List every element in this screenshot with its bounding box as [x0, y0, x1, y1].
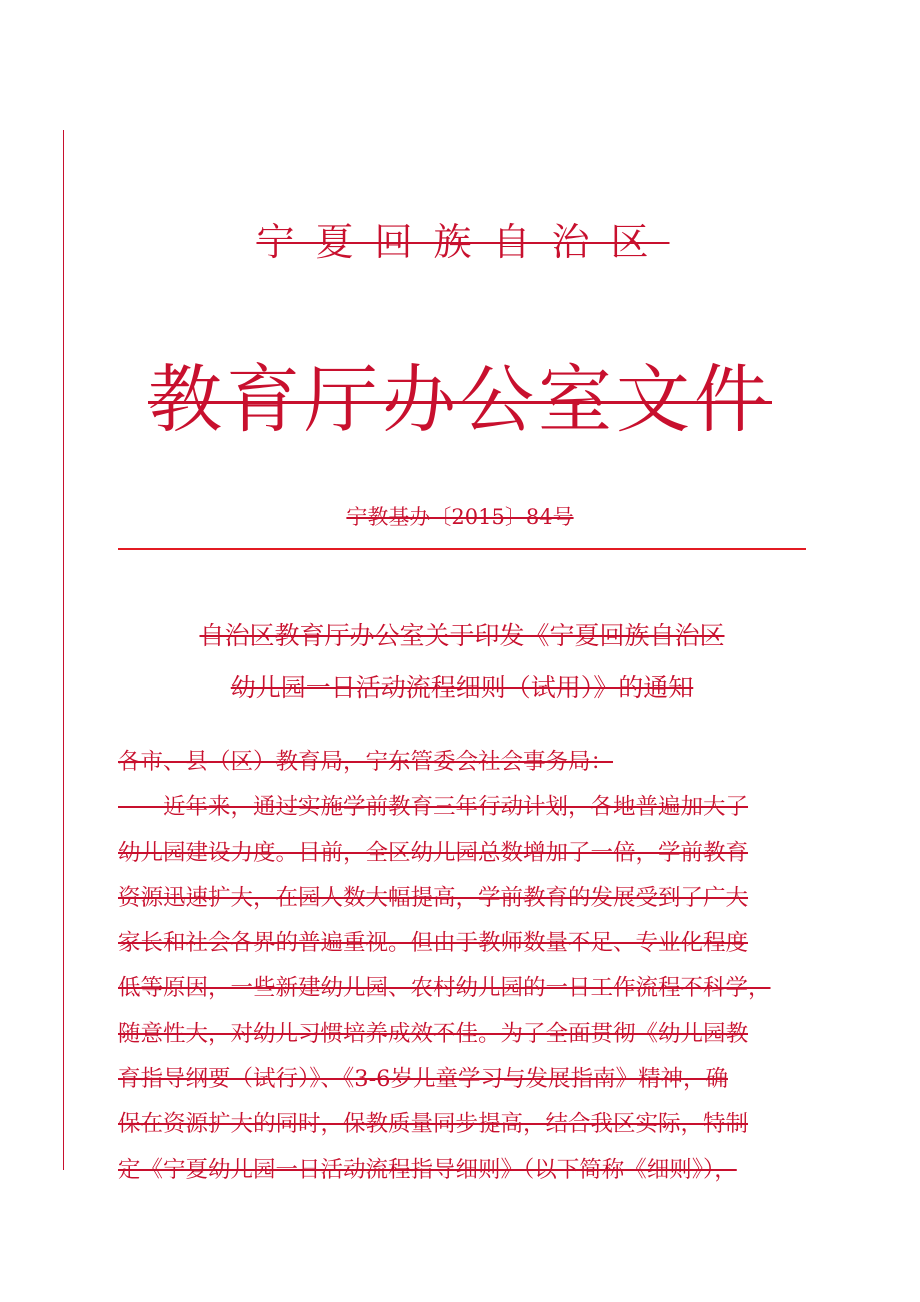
body-line: 资源迅速扩大，在园人数大幅提高，学前教育的发展受到了广大 — [118, 884, 749, 911]
body-line: 定《宁夏幼儿园一日活动流程指导细则》（以下简称《细则》）， — [118, 1156, 737, 1183]
body-line: 随意性大，对幼儿习惯培养成效不佳。为了全面贯彻《幼儿园教 — [118, 1020, 749, 1047]
document-title — [118, 610, 806, 714]
document-header-text: 教育厅办公室文件 — [148, 357, 772, 443]
issuer-name: 宁夏回族自治区 — [256, 220, 670, 264]
salutation: 各市、县（区）教育局，宁东管委会社会事务局： — [118, 749, 614, 775]
title-line-2: 幼儿园一日活动流程细则（试用）》的通知 — [230, 673, 694, 702]
document-body — [118, 740, 808, 1193]
title-line-1: 自治区教育厅办公室关于印发《宁夏回族自治区 — [199, 621, 725, 650]
document-number: 宁教基办〔2015〕84号 — [346, 505, 574, 529]
body-line: 育指导纲要（试行）》、《3-6岁儿童学习与发展指南》精神，确 — [118, 1066, 728, 1093]
body-line: 近年来，通过实施学前教育三年行动计划，各地普遍加大了 — [118, 794, 749, 821]
body-line: 保在资源扩大的同时，保教质量同步提高，结合我区实际，特制 — [118, 1111, 749, 1138]
header-divider — [118, 548, 806, 550]
body-line: 家长和社会各界的普遍重视。但由于教师数量不足、专业化程度 — [118, 930, 749, 957]
body-line: 幼儿园建设力度。目前，全区幼儿园总数增加了一倍，学前教育 — [118, 839, 749, 866]
document-header — [0, 352, 920, 448]
margin-line — [63, 130, 64, 1170]
body-line: 低等原因，一些新建幼儿园、农村幼儿园的一日工作流程不科学， — [118, 975, 771, 1002]
